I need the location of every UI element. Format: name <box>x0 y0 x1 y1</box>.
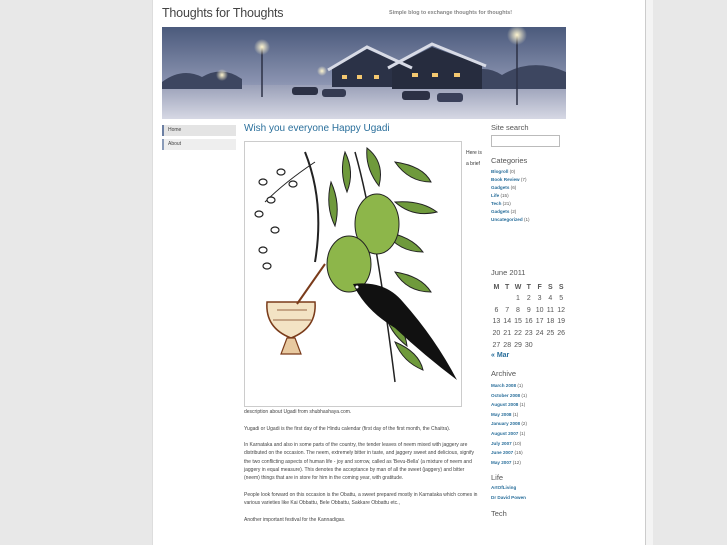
list-item <box>491 400 571 410</box>
post-side-text: Here is a brief <box>466 150 482 167</box>
category-count: (15) <box>500 193 509 198</box>
calendar-day: 20 <box>492 330 501 338</box>
list-item <box>491 483 571 493</box>
blog-title[interactable]: Thoughts for Thoughts <box>162 6 284 20</box>
calendar-day: 6 <box>494 306 499 314</box>
calendar-day: 26 <box>557 330 566 338</box>
calendar-day: 2 <box>526 295 531 303</box>
calendar-day: 5 <box>559 295 564 303</box>
archive-link[interactable]: May 2007 <box>491 459 512 465</box>
category-count: (21) <box>502 201 511 206</box>
calendar-day: 21 <box>503 330 512 338</box>
blogroll-link[interactable]: ArtOfLiving <box>491 485 517 491</box>
archive-count: (2) <box>521 421 528 427</box>
calendar-title: June 2011 <box>491 268 526 277</box>
category-count: (2) <box>510 209 517 214</box>
archive-count: (1) <box>512 411 519 417</box>
calendar-day: 16 <box>524 318 533 326</box>
calendar-day <box>556 339 567 351</box>
life-links <box>491 483 571 502</box>
weekday-header: S <box>548 283 553 291</box>
calendar-day <box>534 339 545 351</box>
list-item <box>491 391 571 401</box>
list-item <box>491 448 571 458</box>
calendar-day: 30 <box>524 341 533 349</box>
calendar <box>491 281 567 351</box>
archive-link[interactable]: March 2008 <box>491 382 517 388</box>
category-link[interactable]: Life <box>491 193 500 198</box>
weekday-header: T <box>505 283 510 291</box>
list-item <box>491 419 571 429</box>
calendar-day: 3 <box>537 295 542 303</box>
calendar-day: 1 <box>516 295 520 303</box>
list-item <box>491 429 571 439</box>
category-link[interactable]: Gadgets <box>491 185 510 190</box>
category-count: (7) <box>520 177 527 182</box>
calendar-day: 22 <box>514 330 522 338</box>
post-paragraph: description about Ugadi from shubhashaya.com. <box>244 409 352 415</box>
calendar-day: 12 <box>557 306 566 314</box>
category-count: (6) <box>510 185 517 190</box>
post-paragraph: Yugadi or Ugadi is the first day of the Hindu calendar (first day of the first month, the Chaitra). <box>244 425 451 432</box>
archive-link[interactable]: May 2008 <box>491 411 512 417</box>
calendar-day: 8 <box>516 306 520 314</box>
list-item <box>491 458 571 468</box>
calendar-day: 15 <box>514 318 522 326</box>
archive-count: (15) <box>514 450 523 456</box>
blog-tagline: Simple blog to exchange thoughts for thoughts! <box>389 10 513 16</box>
category-count: (1) <box>523 217 530 222</box>
calendar-day: 19 <box>557 318 566 326</box>
calendar-day: 14 <box>503 318 512 326</box>
list-item <box>491 168 571 176</box>
calendar-day: 24 <box>535 330 544 338</box>
calendar-day: 10 <box>535 306 544 314</box>
weekday-header: S <box>558 283 564 291</box>
archive-count: (1) <box>519 430 526 436</box>
category-link[interactable]: Book Review <box>491 177 520 182</box>
calendar-day: 17 <box>535 318 544 326</box>
list-item <box>491 410 571 420</box>
weekday-header: T <box>526 283 531 291</box>
list-item <box>491 493 571 503</box>
calendar-day <box>502 293 513 305</box>
category-link[interactable]: Blogroll <box>491 169 509 174</box>
calendar-day: 9 <box>526 306 531 314</box>
calendar-day <box>545 339 556 351</box>
list-item <box>491 192 571 200</box>
weekday-header: M <box>493 283 500 291</box>
post-paragraph: In Karnataka and also in some parts of the country, the tender leaves of neem mixed with jaggery are distributed on the occasion. The neem, extremely bitter in taste, and jaggery sweet and delicious, signify the two conflicting aspects of human life - joy and sorrow, called as 'Bevu-Bella' (a mixture of neem and jaggery in equal measure). This denotes the acceptance by man of all the sweet (jaggery) and bitter (neem) things that are in store for him in the coming year, with gratitude. <box>244 442 475 482</box>
blogroll-link[interactable]: Dr David Powen <box>491 494 526 500</box>
archive-heading: Archive <box>491 368 517 378</box>
page-edge <box>646 0 653 545</box>
archive-count: (10) <box>512 440 522 446</box>
post-paragraph: People look forward on this occasion is the Obattu, a sweet prepared mostly in Karnataka which comes in various varieties like Kai Obbattu, Bele Obbattu, Sakkare Obbattu etc., <box>244 491 478 507</box>
archive-link[interactable]: October 2008 <box>491 392 521 398</box>
post-body <box>244 408 480 532</box>
list-item <box>491 208 571 216</box>
search-heading: Site search <box>491 123 529 132</box>
archive-link[interactable]: August 2007 <box>491 430 519 436</box>
list-item <box>491 200 571 208</box>
archive-list <box>491 381 571 467</box>
nav-menu <box>162 125 236 153</box>
category-count: (0) <box>509 169 516 174</box>
categories-list <box>491 168 571 224</box>
nav-item-about[interactable]: About <box>162 139 236 150</box>
archive-count: (12) <box>512 459 521 465</box>
archive-link[interactable]: January 2008 <box>491 421 521 427</box>
archive-count: (1) <box>517 382 523 388</box>
archive-link[interactable]: June 2007 <box>491 450 514 456</box>
calendar-day: 7 <box>505 306 510 314</box>
search-input[interactable] <box>491 135 560 147</box>
archive-count: (1) <box>519 402 526 408</box>
weekday-header: W <box>514 283 522 291</box>
post-paragraph: Another important festival for the Kannadigas. <box>244 516 346 523</box>
calendar-day: 18 <box>546 318 555 326</box>
list-item <box>491 439 571 449</box>
list-item <box>491 216 571 224</box>
list-item <box>491 176 571 184</box>
calendar-day: 4 <box>548 295 553 303</box>
header-image <box>162 27 566 119</box>
calendar-prev-link[interactable]: « Mar <box>491 351 510 359</box>
calendar-day: 13 <box>492 318 501 326</box>
calendar-day: 25 <box>546 330 555 338</box>
life-heading: Life <box>491 473 504 483</box>
list-item <box>491 184 571 192</box>
category-link[interactable]: Gadgets <box>491 209 510 214</box>
ugadi-illustration <box>244 141 462 407</box>
categories-heading: Categories <box>491 156 528 165</box>
tech-heading: Tech <box>491 508 507 518</box>
sidebar <box>491 123 571 519</box>
calendar-day: 29 <box>514 341 522 349</box>
calendar-day <box>491 293 502 305</box>
calendar-day: 28 <box>503 341 512 349</box>
category-link[interactable]: Tech <box>491 201 502 206</box>
calendar-day: 23 <box>524 330 533 338</box>
nav-item-home[interactable]: Home <box>162 125 236 136</box>
weekday-header: F <box>537 283 542 291</box>
calendar-day: 11 <box>546 306 555 314</box>
archive-link[interactable]: August 2008 <box>491 402 519 408</box>
archive-count: (1) <box>521 392 528 398</box>
archive-link[interactable]: July 2007 <box>491 440 512 446</box>
category-link[interactable]: Uncategorized <box>491 217 523 222</box>
post-title[interactable]: Wish you everyone Happy Ugadi <box>244 123 390 134</box>
list-item <box>491 381 571 391</box>
calendar-day: 27 <box>492 341 501 349</box>
